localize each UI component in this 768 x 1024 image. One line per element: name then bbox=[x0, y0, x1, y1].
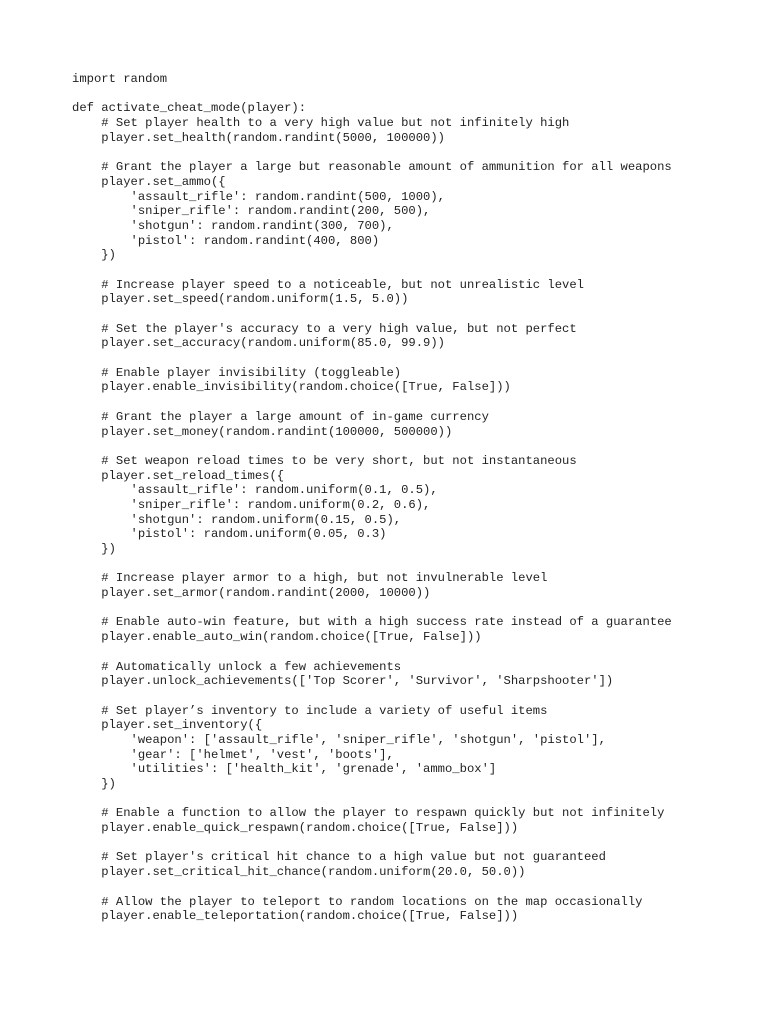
code-line: 'shotgun': random.uniform(0.15, 0.5), bbox=[72, 512, 402, 527]
code-blank-line bbox=[72, 145, 672, 160]
code-line: player.set_reload_times({ bbox=[72, 468, 285, 483]
code-line: # Enable auto-win feature, but with a high success rate instead of a guarantee bbox=[72, 615, 672, 630]
code-line: player.set_speed(random.uniform(1.5, 5.0)) bbox=[72, 292, 409, 307]
code-line: 'weapon': ['assault_rifle', 'sniper_rifle', 'shotgun', 'pistol'], bbox=[72, 732, 606, 747]
code-line: # Increase player armor to a high, but not invulnerable level bbox=[72, 571, 548, 586]
code-blank-line bbox=[72, 792, 672, 807]
code-line: 'sniper_rifle': random.uniform(0.2, 0.6), bbox=[72, 497, 431, 512]
code-line: player.set_critical_hit_chance(random.uniform(20.0, 50.0)) bbox=[72, 865, 526, 880]
code-blank-line bbox=[72, 439, 672, 454]
code-blank-line bbox=[72, 87, 672, 102]
code-line: 'utilities': ['health_kit', 'grenade', 'ammo_box'] bbox=[72, 762, 497, 777]
code-line: player.set_ammo({ bbox=[72, 174, 226, 189]
code-line: player.enable_quick_respawn(random.choice([True, False])) bbox=[72, 821, 519, 836]
code-blank-line bbox=[72, 836, 672, 851]
code-line: # Allow the player to teleport to random locations on the map occasionally bbox=[72, 894, 643, 909]
code-line: 'assault_rifle': random.randint(500, 1000), bbox=[72, 189, 445, 204]
code-line: # Set player's critical hit chance to a high value but not guaranteed bbox=[72, 850, 606, 865]
code-line: # Increase player speed to a noticeable, but not unrealistic level bbox=[72, 277, 584, 292]
code-blank-line bbox=[72, 307, 672, 322]
code-blank-line bbox=[72, 557, 672, 572]
code-line: # Grant the player a large but reasonable amount of ammunition for all weapons bbox=[72, 160, 672, 175]
code-line: player.enable_teleportation(random.choice([True, False])) bbox=[72, 909, 519, 924]
code-line: }) bbox=[72, 248, 116, 263]
code-line: 'gear': ['helmet', 'vest', 'boots'], bbox=[72, 747, 394, 762]
code-line: player.set_inventory({ bbox=[72, 718, 263, 733]
code-line: player.set_accuracy(random.uniform(85.0, 99.9)) bbox=[72, 336, 445, 351]
code-line: # Enable a function to allow the player to respawn quickly but not infinitely bbox=[72, 806, 665, 821]
code-line: 'shotgun': random.randint(300, 700), bbox=[72, 218, 394, 233]
code-line: # Set weapon reload times to be very short, but not instantaneous bbox=[72, 453, 577, 468]
code-line: # Grant the player a large amount of in-game currency bbox=[72, 409, 489, 424]
code-line: 'sniper_rifle': random.randint(200, 500), bbox=[72, 204, 431, 219]
code-line: # Set the player's accuracy to a very high value, but not perfect bbox=[72, 321, 577, 336]
code-line: player.set_money(random.randint(100000, 500000)) bbox=[72, 424, 453, 439]
code-blank-line bbox=[72, 395, 672, 410]
code-line: }) bbox=[72, 777, 116, 791]
code-line: player.enable_invisibility(random.choice([True, False])) bbox=[72, 380, 511, 395]
code-line: # Enable player invisibility (toggleable) bbox=[72, 365, 402, 380]
code-line: 'assault_rifle': random.uniform(0.1, 0.5), bbox=[72, 483, 438, 498]
code-blank-line bbox=[72, 645, 672, 660]
code-line: # Set player health to a very high value but not infinitely high bbox=[72, 116, 570, 131]
code-line: player.set_health(random.randint(5000, 100000)) bbox=[72, 130, 445, 145]
code-block bbox=[72, 72, 672, 924]
code-blank-line bbox=[72, 351, 672, 366]
code-blank-line bbox=[72, 263, 672, 278]
code-line: # Automatically unlock a few achievements bbox=[72, 659, 402, 674]
code-line: player.enable_auto_win(random.choice([True, False])) bbox=[72, 630, 482, 645]
code-line: # Set player’s inventory to include a variety of useful items bbox=[72, 703, 548, 718]
code-line: import random bbox=[72, 72, 168, 86]
code-line: def activate_cheat_mode(player): bbox=[72, 101, 307, 116]
code-line: }) bbox=[72, 542, 116, 556]
code-blank-line bbox=[72, 689, 672, 704]
code-line: player.unlock_achievements(['Top Scorer', 'Survivor', 'Sharpshooter']) bbox=[72, 674, 614, 689]
code-blank-line bbox=[72, 880, 672, 895]
code-blank-line bbox=[72, 601, 672, 616]
code-line: 'pistol': random.randint(400, 800) bbox=[72, 233, 380, 248]
code-line: player.set_armor(random.randint(2000, 10000)) bbox=[72, 586, 431, 601]
code-line: 'pistol': random.uniform(0.05, 0.3) bbox=[72, 527, 387, 542]
